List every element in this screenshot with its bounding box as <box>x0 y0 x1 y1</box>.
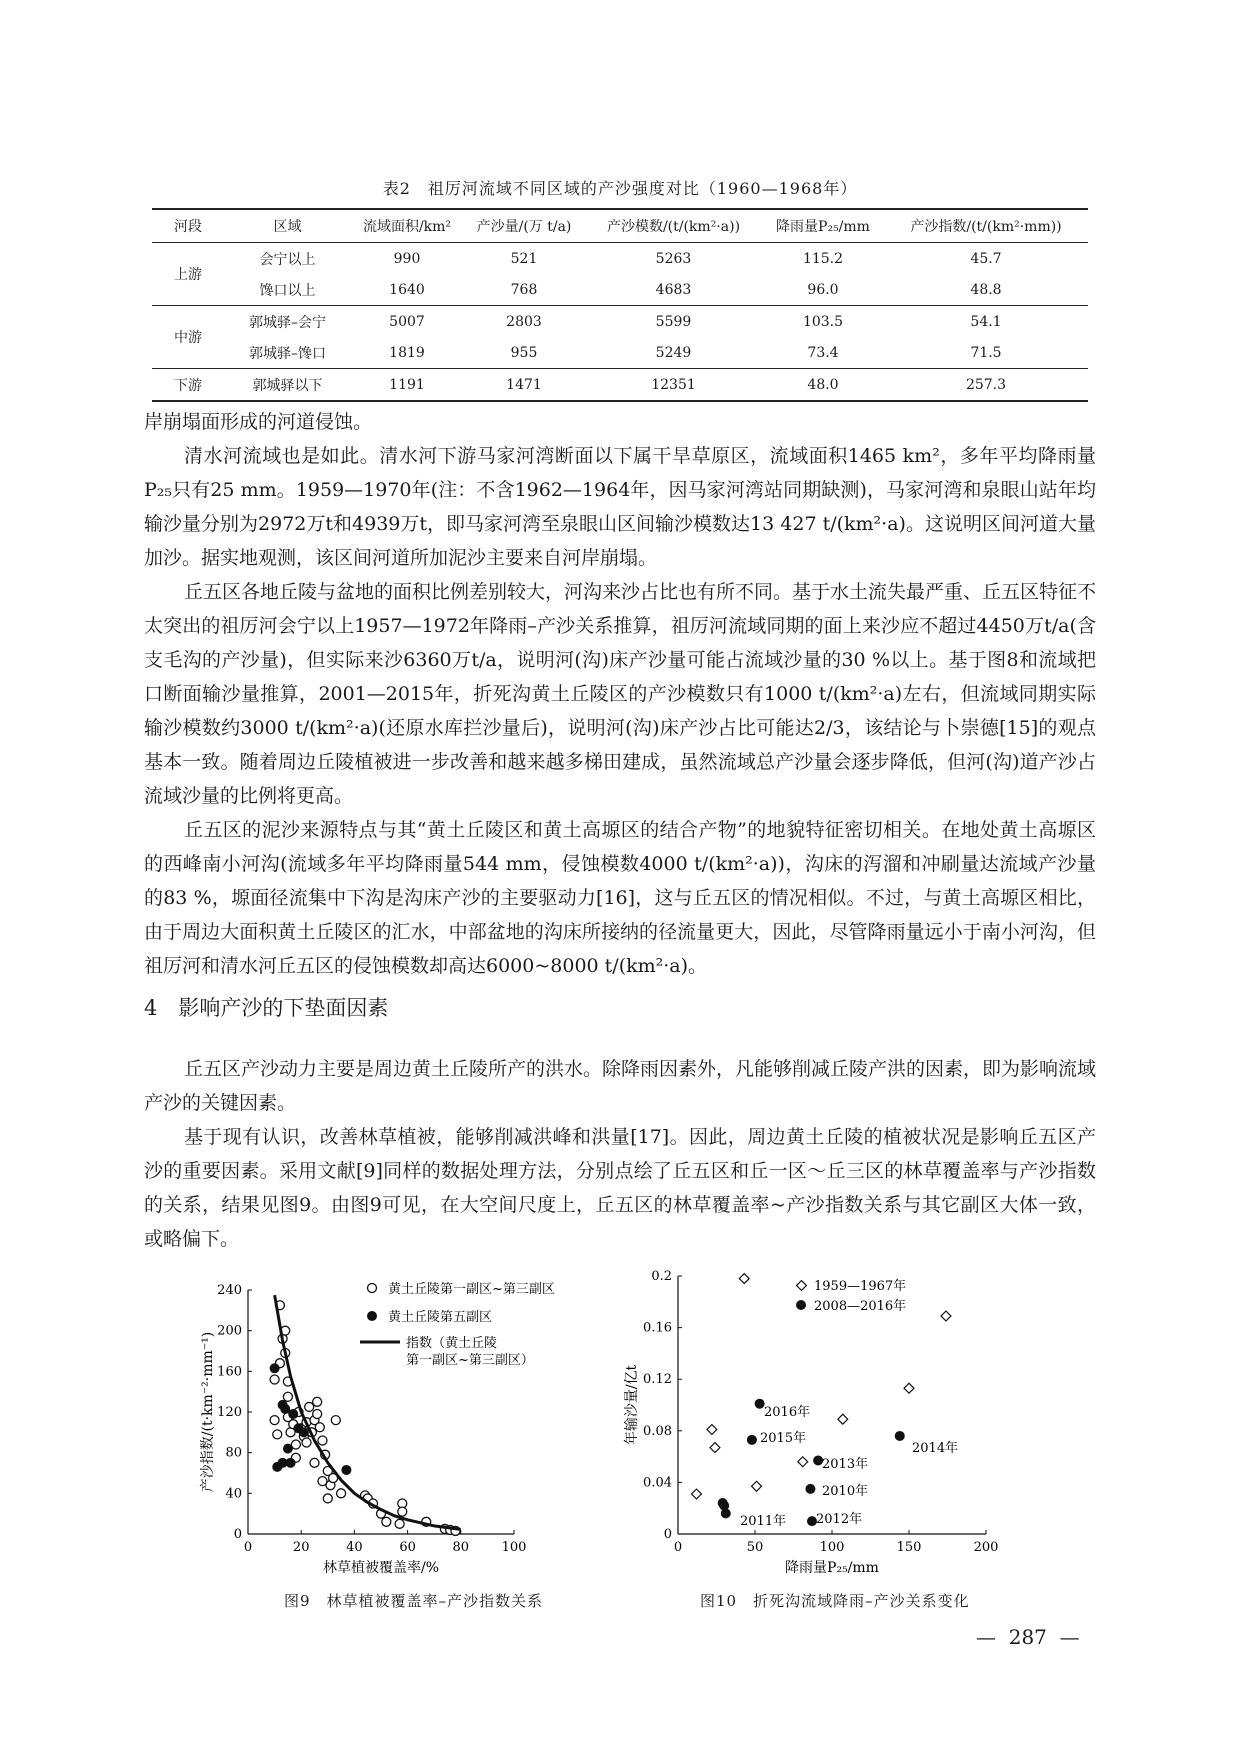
x-tick-label: 200 <box>973 1540 999 1555</box>
table-cell: 2803 <box>506 313 542 330</box>
table-cell: 990 <box>393 250 421 267</box>
table-cell: 郭城驿–会宁 <box>249 314 326 331</box>
table-cell: 73.4 <box>762 337 884 369</box>
header-cell: 产沙模数/(t/(km²·a)) <box>585 209 762 243</box>
segment-cell: 上游 <box>152 243 224 306</box>
data-point-open-diamond <box>752 1481 762 1491</box>
data-point-filled-circle <box>288 1409 298 1419</box>
x-axis-label: 林草植被覆盖率/% <box>322 1560 440 1576</box>
y-tick-label: 80 <box>225 1445 242 1461</box>
data-point-open-circle <box>270 1375 279 1384</box>
body-text-upper <box>144 405 1096 983</box>
point-label: 2011年 <box>740 1514 787 1529</box>
data-point-filled-circle <box>283 1444 293 1454</box>
figure-9-axes <box>199 1283 526 1576</box>
legend-label: 黄土丘陵第五副区 <box>388 1310 493 1325</box>
table-cell: 103.5 <box>802 313 844 330</box>
figure-10-point-labels <box>740 1404 958 1529</box>
point-label: 2015年 <box>760 1431 807 1446</box>
y-tick-label: 240 <box>217 1283 242 1298</box>
figure-9-marks <box>270 1295 461 1535</box>
legend-filled-circle-icon <box>796 1300 806 1310</box>
header-cell: 流域面积/km² <box>351 209 463 243</box>
figure-9-legend <box>360 1281 555 1368</box>
table-cell: 71.5 <box>884 337 1088 369</box>
paragraph: 基于现有认识，改善林草植被，能够削减洪峰和洪量[17]。因此，周边黄土丘陵的植被状况是影响丘五区产沙的重要因素。采用文献[9]同样的数据处理方法，分别点绘了丘五区和丘一区～丘三区的林草覆盖率与产沙指数的关系，结果见图9。由图9可见，在大空间尺度上，丘五区的林草覆盖率~产沙指数关系与其它副区大体一致，或略偏下。 <box>144 1126 1096 1250</box>
legend-label: 指数（黄土丘陵 <box>406 1336 498 1351</box>
data-point-open-circle <box>398 1507 407 1516</box>
header-cell: 河段 <box>152 209 224 243</box>
data-point-open-circle <box>273 1430 282 1439</box>
data-point-open-circle <box>337 1489 346 1498</box>
segment-cell: 下游 <box>152 369 224 402</box>
data-point-open-circle <box>323 1494 332 1503</box>
point-label: 2012年 <box>816 1512 863 1527</box>
data-point-open-diamond <box>941 1311 951 1321</box>
table-header-row <box>152 209 1088 243</box>
table-cell: 115.2 <box>802 250 844 267</box>
x-tick-label: 20 <box>292 1540 310 1555</box>
data-point-open-diamond <box>739 1274 749 1284</box>
table-cell: 会宁以上 <box>259 251 316 268</box>
table-cell: 521 <box>510 250 538 267</box>
table-row <box>152 369 1088 402</box>
table-caption: 表2 祖厉河流域不同区域的产沙强度对比（1960—1968年） <box>382 179 858 198</box>
table-row <box>152 306 1088 338</box>
table-cell: 45.7 <box>970 250 1002 267</box>
x-tick-label: 100 <box>501 1540 527 1555</box>
figure-9-caption: 图9 林草植被覆盖率–产沙指数关系 <box>284 1592 544 1610</box>
table-cell: 5249 <box>585 337 762 369</box>
legend-label: 第一副区~第三副区） <box>406 1353 534 1368</box>
x-tick-label: 150 <box>896 1540 922 1555</box>
header-cell: 产沙量/(万 t/a) <box>463 209 585 243</box>
data-table <box>152 208 1088 402</box>
legend-open-diamond-icon <box>797 1281 807 1291</box>
table-cell: 1640 <box>351 274 463 306</box>
data-point-open-diamond <box>904 1383 914 1393</box>
data-point-open-diamond <box>692 1489 702 1499</box>
table-cell: 257.3 <box>884 369 1088 402</box>
section-heading: 4 影响产沙的下垫面因素 <box>144 996 389 1020</box>
body-text-lower <box>144 1052 1096 1256</box>
table-cell: 5263 <box>655 250 692 267</box>
data-point-open-circle <box>310 1458 319 1467</box>
y-axis-label: 产沙指数/(t·km⁻²·mm⁻¹) <box>200 1331 216 1493</box>
y-tick-label: 0.2 <box>651 1269 672 1284</box>
point-label: 2014年 <box>912 1441 959 1456</box>
x-tick-label: 100 <box>819 1540 845 1555</box>
table-cell: 5007 <box>389 313 425 330</box>
header-cell: 产沙指数/(t/(km²·mm)) <box>884 209 1088 243</box>
table-cell: 48.8 <box>884 274 1088 306</box>
data-point-open-circle <box>331 1416 340 1425</box>
table-cell: 郭城驿以下 <box>224 369 351 402</box>
point-label: 2016年 <box>764 1405 811 1420</box>
data-point-open-diamond <box>710 1443 720 1453</box>
paragraph: 丘五区产沙动力主要是周边黄土丘陵所产的洪水。除降雨因素外，凡能够削减丘陵产洪的因素，即为影响流域产沙的关键因素。 <box>144 1058 1097 1114</box>
table-cell: 5599 <box>655 313 692 330</box>
table-row <box>152 243 1088 275</box>
data-point-open-circle <box>315 1423 324 1432</box>
y-tick-label: 0 <box>663 1527 672 1542</box>
y-tick-label: 160 <box>217 1364 242 1380</box>
data-point-open-circle <box>318 1436 327 1445</box>
y-tick-label: 0 <box>233 1527 242 1542</box>
table-cell: 768 <box>463 274 585 306</box>
data-point-open-circle <box>395 1519 404 1528</box>
data-point-open-circle <box>313 1397 322 1406</box>
x-tick-label: 40 <box>346 1540 363 1555</box>
y-tick-label: 0.12 <box>643 1372 672 1388</box>
data-point-filled-circle <box>270 1363 280 1373</box>
data-point-filled-circle <box>721 1508 731 1518</box>
y-tick-label: 0.16 <box>643 1320 672 1336</box>
table-cell: 1819 <box>351 337 463 369</box>
figure-10-legend <box>796 1278 906 1314</box>
x-tick-label: 50 <box>746 1540 764 1555</box>
paragraph: 丘五区的泥沙来源特点与其“黄土丘陵区和黄土高塬区的结合产物”的地貌特征密切相关。在地处黄土高塬区的西峰南小河沟(流域多年平均降雨量544 mm，侵蚀模数4000 t/(km²·a))，沟床的泻溜和冲刷量达流域产沙量的83 %，塬面径流集中下沟是沟床产沙的主要驱动力[16]，这与丘五区的情况相似。不过，与黄土高塬区相比，由于周边大面积黄土丘陵区的汇水，中部盆地的沟床所接纳的径流量更大，因此，尽管降雨量远小于南小河沟，但祖厉河和清水河丘五区的侵蚀模数却高达6000~8000 t/(km²·a)。 <box>144 819 1096 977</box>
data-point-filled-circle <box>286 1458 296 1468</box>
data-point-open-circle <box>305 1402 314 1411</box>
x-axis-label: 降雨量P₂₅/mm <box>785 1560 879 1576</box>
data-point-filled-circle <box>299 1427 309 1437</box>
x-tick-label: 60 <box>399 1540 416 1555</box>
table-cell: 12351 <box>585 369 762 402</box>
data-point-open-circle <box>270 1416 279 1425</box>
x-tick-label: 0 <box>243 1540 253 1555</box>
y-tick-label: 200 <box>217 1323 242 1339</box>
data-point-filled-circle <box>747 1435 757 1445</box>
paragraph: 岸崩塌面形成的河道侵蚀。 <box>144 411 373 433</box>
legend-label: 1959—1967年 <box>814 1279 907 1294</box>
table-cell: 1191 <box>351 369 463 402</box>
table-cell: 馋口以上 <box>224 274 351 306</box>
data-point-open-diamond <box>838 1414 848 1424</box>
data-point-open-circle <box>283 1392 292 1401</box>
data-point-open-circle <box>382 1517 391 1526</box>
table-row <box>152 337 1088 369</box>
paragraph: 丘五区各地丘陵与盆地的面积比例差别较大，河沟来沙占比也有所不同。基于水土流失最严重、丘五区特征不太突出的祖厉河会宁以上1957—1972年降雨–产沙关系推算，祖厉河流域同期的面上来沙应不超过4450万t/a(含支毛沟的产沙量)，但实际来沙6360万t/a，说明河(沟)床产沙量可能占流域沙量的30 %以上。基于图8和流域把口断面输沙量推算，2001—2015年，折死沟黄土丘陵区的产沙模数只有1000 t/(km²·a)左右，但流域同期实际输沙模数约3000 t/(km²·a)(还原水库拦沙量后)，说明河(沟)床产沙占比可能达2/3，该结论与卜崇德[15]的观点基本一致。随着周边丘陵植被进一步改善和越来越多梯田建成，虽然流域总产沙量会逐步降低，但河(沟)道产沙占流域沙量的比例将更高。 <box>144 581 1097 807</box>
paragraph: 清水河流域也是如此。清水河下游马家河湾断面以下属干旱草原区，流域面积1465 km²，多年平均降雨量P₂₅只有25 mm。1959—1970年(注：不含1962—1964年，因马家河湾站同期缺测)，马家河湾和泉眼山站年均输沙量分别为2972万t和4939万t，即马家河湾至泉眼山区间输沙模数达13 427 t/(km²·a)。这说明区间河道大量加沙。据实地观测，该区间河道所加泥沙主要来自河岸崩塌。 <box>144 445 1096 569</box>
table-cell: 4683 <box>585 274 762 306</box>
data-point-open-diamond <box>707 1425 717 1435</box>
legend-label: 黄土丘陵第一副区~第三副区 <box>388 1282 555 1297</box>
data-point-filled-circle <box>805 1484 815 1494</box>
figure-10-caption: 图10 折死沟流域降雨–产沙关系变化 <box>700 1592 970 1610</box>
data-point-open-circle <box>313 1410 322 1419</box>
legend-label: 2008—2016年 <box>814 1299 907 1314</box>
legend-filled-circle-icon <box>367 1311 377 1321</box>
point-label: 2013年 <box>822 1457 869 1472</box>
data-point-filled-circle <box>341 1465 351 1475</box>
x-tick-label: 80 <box>452 1540 470 1555</box>
table-cell: 96.0 <box>762 274 884 306</box>
data-point-filled-circle <box>895 1431 905 1441</box>
table-cell: 1471 <box>463 369 585 402</box>
y-tick-label: 0.04 <box>643 1475 672 1491</box>
segment-cell: 中游 <box>152 306 224 369</box>
y-tick-label: 40 <box>225 1486 242 1502</box>
legend-open-circle-icon <box>368 1284 377 1293</box>
y-axis-label: 年输沙量/亿t <box>624 1364 640 1446</box>
page-number: — 287 — <box>976 1625 1080 1649</box>
data-point-open-diamond <box>798 1457 808 1467</box>
x-tick-label: 0 <box>673 1540 683 1555</box>
data-point-open-circle <box>302 1438 311 1447</box>
header-cell: 降雨量P₂₅/mm <box>762 209 884 243</box>
table-row <box>152 274 1088 306</box>
y-tick-label: 0.08 <box>643 1423 672 1439</box>
table-cell: 54.1 <box>970 313 1002 330</box>
table-cell: 955 <box>463 337 585 369</box>
table-cell: 48.0 <box>762 369 884 402</box>
header-cell: 区域 <box>224 209 351 243</box>
table-cell: 郭城驿–馋口 <box>224 337 351 369</box>
figure-9-chart <box>200 1268 610 1576</box>
figure-10-chart <box>624 1268 1018 1576</box>
y-tick-label: 120 <box>217 1405 242 1420</box>
point-label: 2010年 <box>822 1484 869 1499</box>
